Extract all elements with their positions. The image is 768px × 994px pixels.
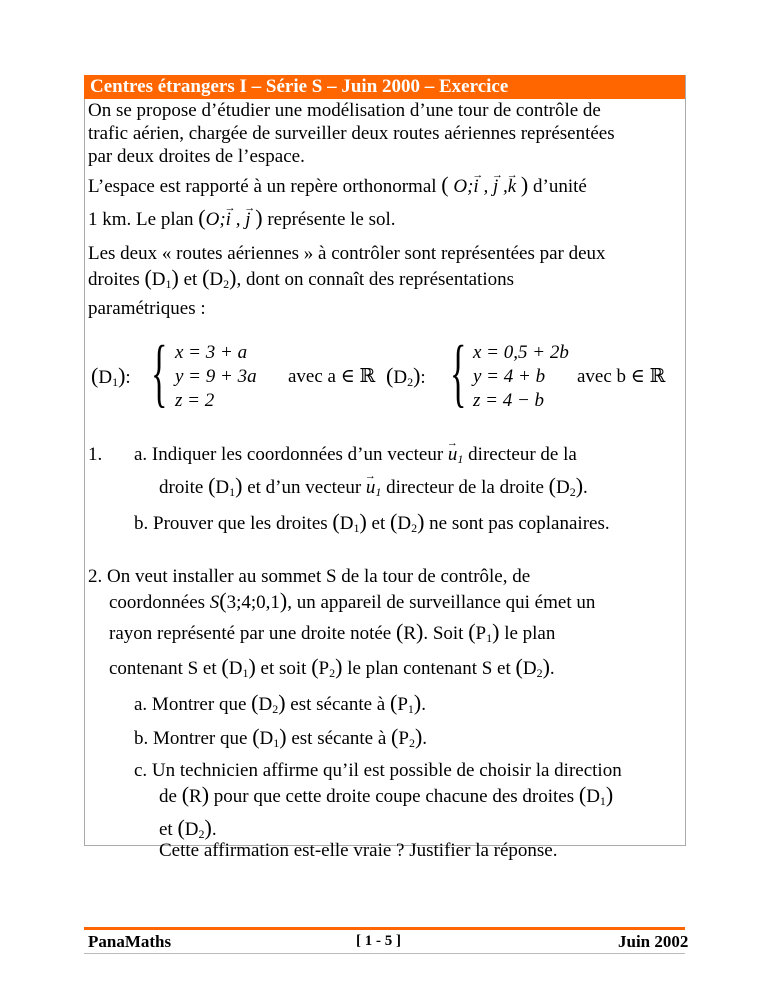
intro-line-8: paramétriques :	[88, 298, 206, 319]
exercise-title: Centres étrangers I – Série S – Juin 2000 – Exercice	[90, 76, 509, 97]
q2-line4: contenant S et $(D_1)$ et soit $(P_2)$ le plan contenant S et $(D_2)$.	[109, 654, 555, 680]
intro-line-7: droites $(D_1)$ et $(D_2)$, dont on connaît des représentations	[88, 265, 515, 291]
q2-line3: rayon représenté par une droite notée (R). Soit $(P_1)$ le plan	[109, 619, 556, 645]
q1-number: 1.	[88, 444, 103, 465]
q1b-line: b. Prouver que les droites $(D_1)$ et $(D_2)$ ne sont pas coplanaires.	[134, 509, 610, 535]
system1-cond: avec a ∈ ℝ	[288, 366, 376, 387]
q1a-line2: droite $(D_1)$ et d’un vecteur → $u_1$ directeur de la droite $(D_2)$.	[159, 475, 588, 503]
footer-date: Juin 2002	[618, 932, 689, 951]
q2a-line: a. Montrer que $(D_2)$ est sécante à $(P_1)$.	[134, 690, 426, 716]
q2c-line4: Cette affirmation est-elle vraie ? Justifier la réponse.	[159, 840, 558, 861]
intro-line-3: par deux droites de l’espace.	[88, 146, 305, 167]
footer-page-number: [ 1 - 5 ]	[356, 933, 401, 949]
q2b-line: b. Montrer que $(D_1)$ est sécante à $(P_2)$.	[134, 724, 428, 750]
exercise-header	[84, 75, 685, 99]
system1-brace: {	[151, 331, 168, 415]
system1-label: $(D_1)$:	[91, 363, 131, 389]
q2-line1: 2. On veut installer au sommet S de la tour de contrôle, de	[88, 566, 531, 587]
q2c-line3: et $(D_2)$.	[159, 815, 217, 841]
q2-line2: coordonnées S(3;4;0,1), un appareil de surveillance qui émet un	[109, 588, 596, 613]
intro-line-5: 1 km. Le plan (O;→ i , → j ) représente le sol.	[88, 207, 396, 231]
system1-eq3: z = 2	[175, 390, 215, 411]
system1-eq1: x = 3 + a	[175, 342, 248, 363]
repere-formula: ( O;→ i , → j ,→ k )	[441, 176, 528, 197]
intro-line-6: Les deux « routes aériennes » à contrôler sont représentées par deux	[88, 243, 606, 264]
intro-line-2: trafic aérien, chargée de surveiller deux routes aériennes représentées	[88, 123, 615, 144]
system2-eq2: y = 4 + b	[473, 366, 546, 387]
intro-line-4: L’espace est rapporté à un repère orthonormal ( O;→ i , → j ,→ k ) d’unité	[88, 174, 587, 198]
system2-label: $(D_2)$:	[386, 363, 426, 389]
q1a-line1: a. Indiquer les coordonnées d’un vecteur → $u_1$ directeur de la	[134, 444, 577, 470]
system1-eq2: y = 9 + 3a	[175, 366, 257, 387]
system2-cond: avec b ∈ ℝ	[577, 366, 666, 387]
q2c-line2: de (R) pour que cette droite coupe chacune des droites $(D_1)$	[159, 782, 614, 808]
footer-brand: PanaMaths	[88, 932, 172, 951]
system2-eq3: z = 4 − b	[473, 390, 545, 411]
system2-brace: {	[450, 331, 467, 415]
system2-eq1: x = 0,5 + 2b	[473, 342, 569, 363]
footer-divider	[84, 927, 685, 930]
plan-formula: (O;→ i , → j )	[198, 209, 262, 230]
intro-line-1: On se propose d’étudier une modélisation d’une tour de contrôle de	[88, 100, 601, 121]
q2c-line1: c. Un technicien affirme qu’il est possible de choisir la direction	[134, 760, 622, 781]
